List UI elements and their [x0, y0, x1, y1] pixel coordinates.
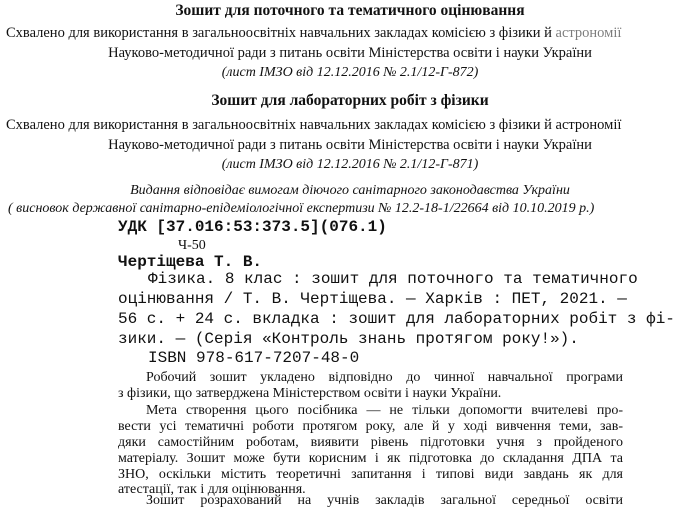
- author-code: Ч-50: [178, 238, 206, 253]
- lab-approval-letter: (лист ІМЗО від 12.12.2016 № 2.1/12-Г-871): [221, 157, 479, 172]
- workbook-title: Зошит для поточного та тематичного оцінювання: [175, 2, 525, 19]
- abstract-paragraph-2: [118, 467, 623, 483]
- abstract-line: з фізики, що затверджена Міністерством освіти і науки України.: [118, 386, 502, 401]
- abstract-paragraph-3: [118, 493, 623, 509]
- catalog-description: [118, 290, 627, 308]
- abstract-line: дяки самостійним роботам, виявити рівень підготовки учня з пройденого: [118, 435, 623, 450]
- isbn: ISBN 978-617-7207-48-0: [148, 349, 360, 367]
- abstract-line: атестації, так і для оцінювання.: [118, 482, 306, 497]
- abstract-paragraph-1: [118, 370, 623, 386]
- udk-code: УДК [37.016:53:373.5](076.1): [118, 218, 387, 236]
- catalog-description: [148, 270, 638, 288]
- abstract-line: Зошит розрахований на учнів закладів загальної середньої освіти: [146, 493, 623, 508]
- description-line: зики. — (Серія «Контроль знань протягом року!»).: [118, 330, 579, 348]
- description-line: оцінювання / Т. В. Чертіщева. — Харків : ПЕТ, 2021. —: [118, 290, 627, 308]
- abstract-paragraph-2: [118, 419, 623, 435]
- abstract-paragraph-2: [118, 451, 623, 467]
- abstract-line: вести усі тематичні роботи протягом року, але й у ході вивчення теми, зав-: [118, 419, 623, 434]
- abstract-line: ЗНО, оскільки містить теоретичні запитання і типові види завдань як для: [118, 467, 623, 482]
- sanitary-conclusion: ( висновок державної санітарно-епідеміологічної експертизи № 12.2-18-1/22664 від 10.10.2019 р.): [8, 201, 595, 216]
- description-line: Фізика. 8 клас : зошит для поточного та тематичного: [148, 270, 638, 288]
- sanitary-note: Видання відповідає вимогам діючого санітарного законодавства України: [130, 183, 570, 198]
- lab-approval-line-1: Схвалено для використання в загальноосвітніх навчальних закладах комісією з фізики й астрономії: [6, 117, 622, 133]
- abstract-paragraph-2: [118, 435, 623, 451]
- approval-line-2: Науково-методичної ради з питань освіти Міністерства освіти і науки України: [108, 45, 592, 61]
- abstract-line: Мета створення цього посібника — не тільки допомогти вчителеві про-: [146, 403, 623, 418]
- lab-workbook-title: Зошит для лабораторних робіт з фізики: [211, 92, 489, 109]
- lab-approval-line-2: Науково-методичної ради з питань освіти Міністерства освіти і науки України: [108, 137, 592, 153]
- author-name: Чертіщева Т. В.: [118, 253, 263, 271]
- catalog-description: [118, 310, 675, 328]
- description-line: 56 с. + 24 с. вкладка : зошит для лабораторних робіт з фі-: [118, 310, 675, 328]
- abstract-line: Робочий зошит укладено відповідно до чинної навчальної програми: [146, 370, 623, 385]
- abstract-paragraph-2: [118, 403, 623, 419]
- approval-line-1: Схвалено для використання в загальноосвітніх навчальних закладах комісією з фізики й астрономії: [6, 25, 622, 41]
- abstract-line: матеріалу. Зошит може бути корисним і як підготовка до складання ДПА та: [118, 451, 623, 466]
- approval-letter: (лист ІМЗО від 12.12.2016 № 2.1/12-Г-872): [221, 65, 479, 80]
